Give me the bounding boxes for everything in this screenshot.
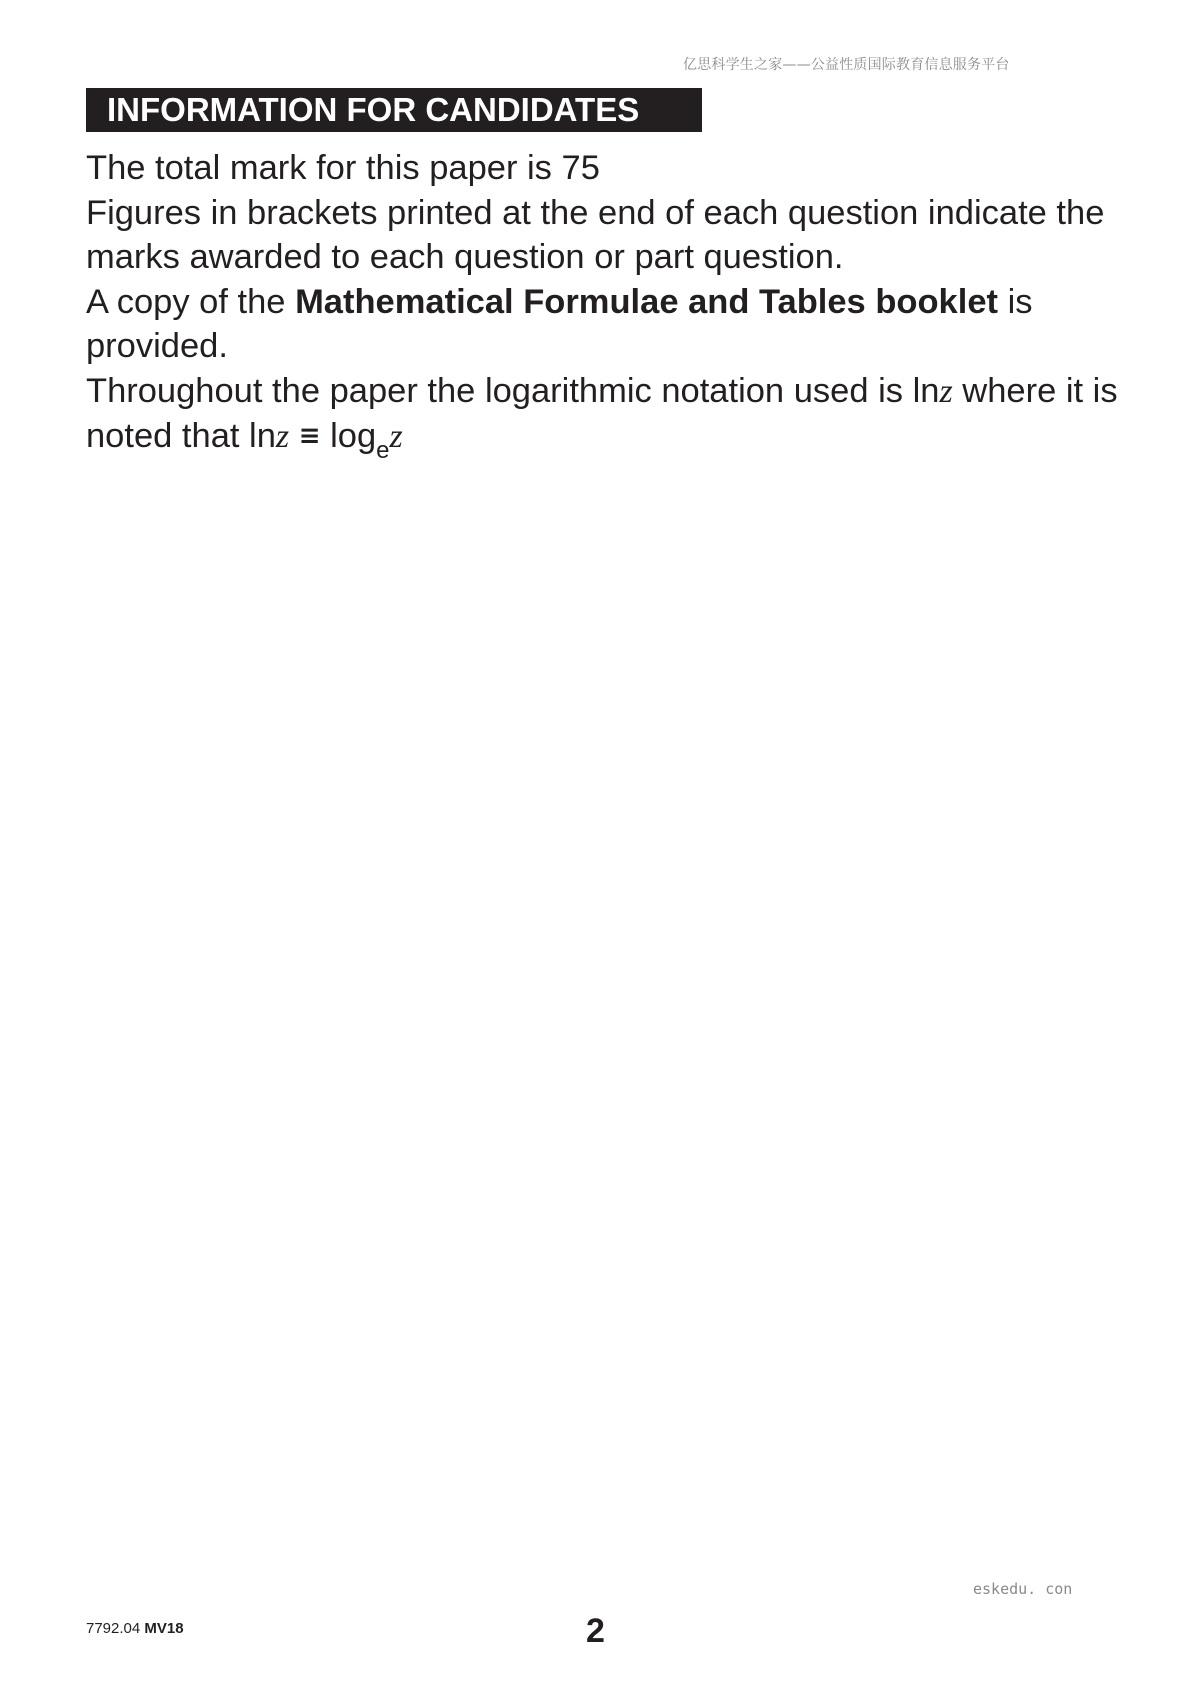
footer-watermark: eskedu. con [973, 1580, 1073, 1598]
log-base-subscript: e [376, 437, 390, 464]
booklet-text [86, 280, 1126, 369]
booklet-suffix: is provided. [86, 282, 1033, 365]
log-middle: where it is noted that ln [86, 371, 1118, 455]
figures-in-brackets-text: Figures in brackets printed at the end of each question indicate the marks awarded to each question or part question. [86, 193, 1105, 276]
total-mark-text: The total mark for this paper is 75 [86, 149, 600, 187]
log-prefix: Throughout the paper the logarithmic notation used is ln [86, 371, 940, 410]
booklet-title: Mathematical Formulae and Tables booklet [295, 282, 998, 321]
math-variable: z [939, 372, 953, 410]
header-watermark: 亿思科学生之家——公益性质国际教育信息服务平台 [683, 57, 1010, 73]
equivalence-symbol: ≡ [298, 421, 321, 451]
log-word: log [330, 417, 377, 455]
paper-code [86, 1620, 184, 1637]
log-notation-text [86, 369, 1126, 462]
paper-code-series: MV18 [144, 1620, 184, 1637]
math-variable: z [275, 418, 290, 455]
paper-code-number: 7792.04 [86, 1620, 141, 1637]
section-heading: INFORMATION FOR CANDIDATES [86, 88, 702, 132]
booklet-prefix: A copy of the [86, 282, 296, 321]
math-variable: z [389, 418, 403, 455]
candidate-information [86, 146, 1126, 462]
page-number: 2 [586, 1612, 605, 1650]
